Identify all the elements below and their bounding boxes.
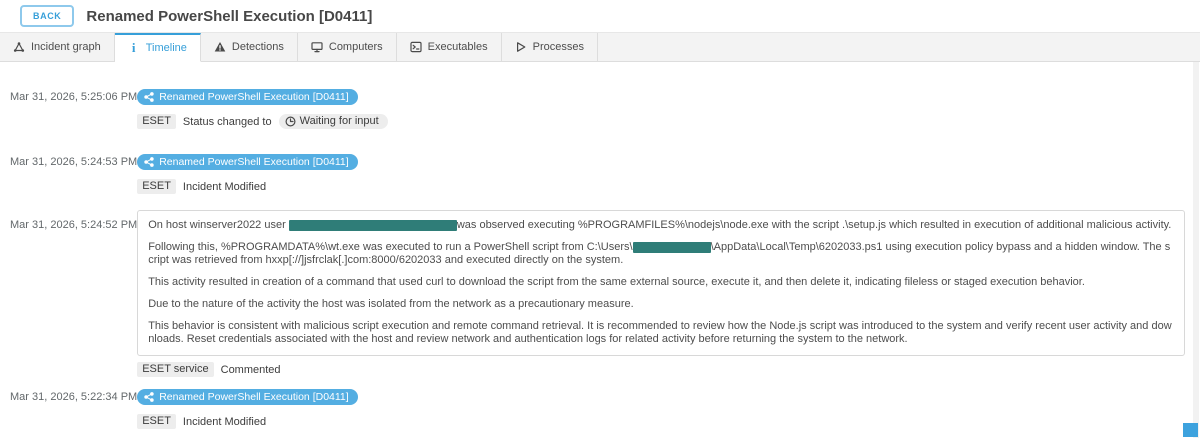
redacted-username	[289, 220, 457, 231]
entry-timestamp: Mar 31, 2026, 5:24:52 PM	[10, 219, 138, 231]
tab-label: Computers	[328, 41, 383, 53]
tab-detections[interactable]	[201, 33, 298, 61]
page-header	[0, 0, 1200, 32]
redacted-username	[633, 242, 711, 253]
event-action: Status changed to	[182, 115, 272, 128]
page-title: Renamed PowerShell Execution [D0411]	[86, 7, 373, 25]
timeline-entry	[0, 389, 1200, 429]
actor-chip: ESET	[137, 114, 176, 129]
scrollbar-track[interactable]	[1193, 62, 1199, 438]
event-action: Commented	[220, 363, 281, 376]
actor-chip: ESET	[137, 414, 176, 429]
tab-label: Processes	[532, 41, 584, 53]
incident-badge[interactable]	[137, 89, 358, 105]
back-button[interactable]: BACK	[20, 5, 74, 27]
actor-chip: ESET	[137, 179, 176, 194]
event-action: Incident Modified	[182, 415, 267, 428]
tab-label: Timeline	[145, 42, 187, 54]
comment-paragraph: Due to the nature of the activity the host was isolated from the network as a precautionary measure.	[148, 298, 634, 310]
incident-badge[interactable]	[137, 389, 358, 405]
comment-paragraph: This activity resulted in creation of a command that used curl to download the script from the same external source, execute it, and then delete it, indicating fileless or staged execution behavior.	[148, 276, 1085, 288]
tab-executables[interactable]	[397, 33, 502, 61]
clock-icon	[285, 116, 296, 127]
timeline-entry	[0, 89, 1200, 129]
tab-computers[interactable]	[298, 33, 397, 61]
status-badge	[279, 114, 388, 129]
tab-label: Incident graph	[31, 41, 101, 53]
incident-badge-label: Renamed PowerShell Execution [D0411]	[159, 391, 349, 403]
timeline-entry	[0, 154, 1200, 194]
status-label: Waiting for input	[299, 115, 379, 127]
event-action: Incident Modified	[182, 180, 267, 193]
timeline-entry	[0, 210, 1200, 377]
info-icon: i	[131, 40, 136, 55]
comment-paragraph: Following this, %PROGRAMDATA%\wt.exe was executed to run a PowerShell script from C:\Users\ \AppData\Local\Temp\6202033.ps1 using execution policy bypass and a hidden window. The script was retrieved from hxxp[://]jsfrclak[.]com:8000/6202033 and executed directly on the system.	[148, 241, 1171, 266]
tab-label: Executables	[427, 41, 488, 53]
actor-chip: ESET service	[137, 362, 213, 377]
entry-timestamp: Mar 31, 2026, 5:25:06 PM	[10, 91, 138, 103]
entry-timestamp: Mar 31, 2026, 5:22:34 PM	[10, 391, 138, 403]
tab-timeline[interactable]	[115, 33, 201, 62]
timeline-panel	[0, 62, 1200, 438]
incident-link-icon	[144, 392, 154, 402]
incident-link-icon	[144, 92, 154, 102]
tab-processes[interactable]	[502, 33, 598, 61]
tab-incident-graph[interactable]	[0, 33, 115, 61]
scrollbar-thumb[interactable]	[1183, 423, 1198, 437]
tab-label: Detections	[231, 41, 284, 53]
terminal-window-icon	[410, 41, 422, 53]
incident-graph-icon	[13, 41, 25, 53]
incident-badge[interactable]	[137, 154, 358, 170]
tab-bar	[0, 32, 1200, 62]
incident-badge-label: Renamed PowerShell Execution [D0411]	[159, 156, 349, 168]
incident-link-icon	[144, 157, 154, 167]
comment-text-box	[137, 210, 1185, 356]
entry-timestamp: Mar 31, 2026, 5:24:53 PM	[10, 156, 138, 168]
warning-triangle-icon	[214, 41, 226, 53]
play-outline-icon	[515, 41, 527, 53]
incident-badge-label: Renamed PowerShell Execution [D0411]	[159, 91, 349, 103]
monitor-icon	[311, 41, 323, 53]
comment-paragraph: On host winserver2022 user was observed executing %PROGRAMFILES%\nodejs\node.exe with the script .\setup.js which resulted in execution of additional malicious activity.	[148, 219, 1172, 231]
comment-paragraph: This behavior is consistent with malicious script execution and remote command retrieval. It is recommended to review how the Node.js script was introduced to the system and verify recent user activity and downloads. Reset credentials associated with the host and review network and authentication logs for related activity before returning the system to the network.	[148, 320, 1172, 345]
